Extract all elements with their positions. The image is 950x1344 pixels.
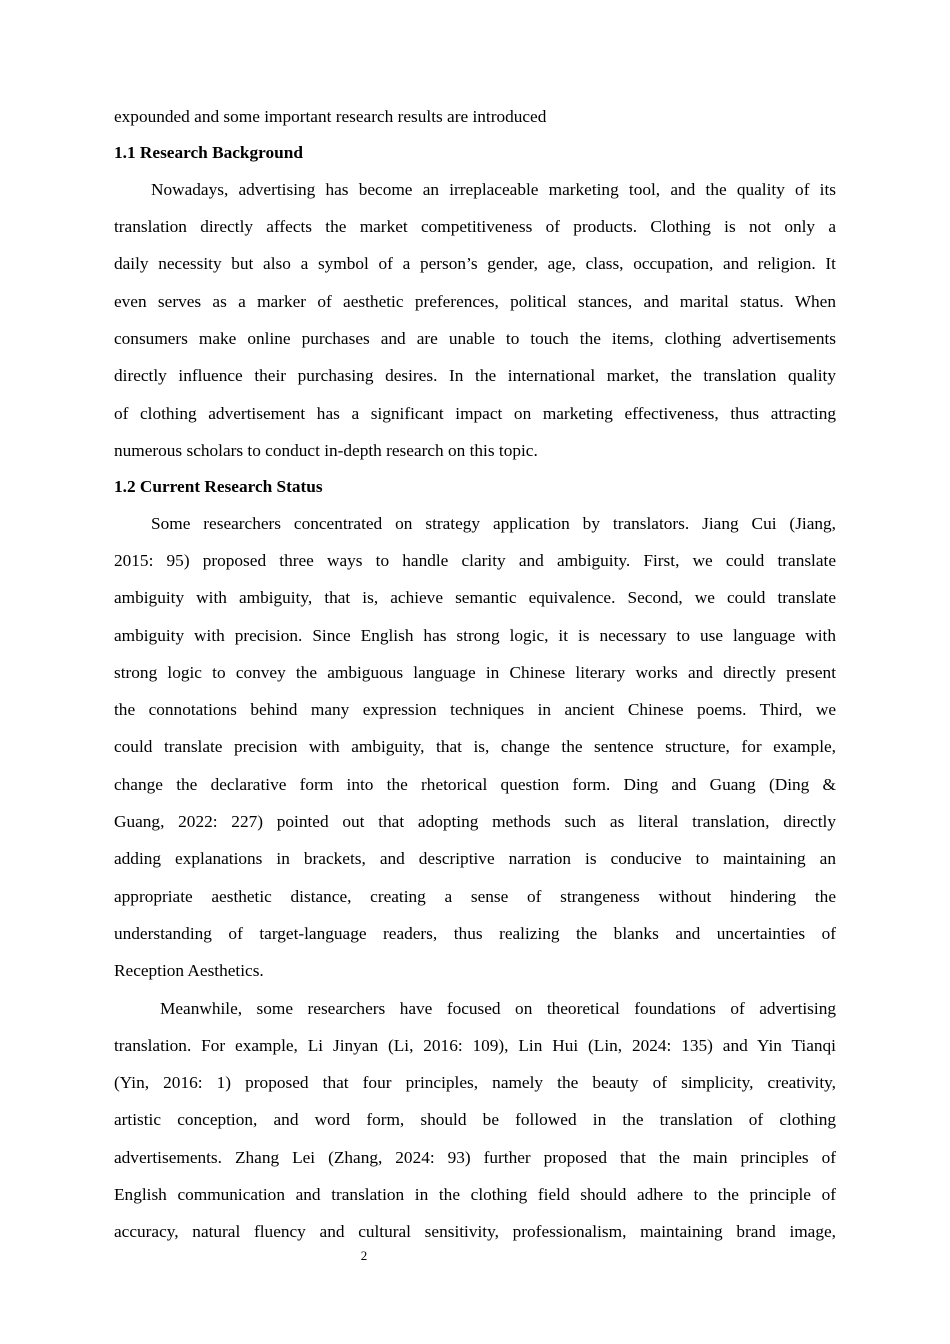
- section-heading-research-background: 1.1 Research Background: [114, 143, 303, 163]
- text-line: daily necessity but also a symbol of a person’s gender, age, class, occupation, and religion. It: [114, 254, 836, 274]
- text-line: ambiguity with precision. Since English has strong logic, it is necessary to use language with: [114, 625, 836, 645]
- text-line: the connotations behind many expression techniques in ancient Chinese poems. Third, we: [114, 700, 836, 720]
- text-line: English communication and translation in the clothing field should adhere to the principle of: [114, 1185, 836, 1205]
- text-line: appropriate aesthetic distance, creating a sense of strangeness without hindering the: [114, 886, 836, 906]
- page-body: [114, 98, 836, 1251]
- text-line: strong logic to convey the ambiguous language in Chinese literary works and directly present: [114, 662, 836, 682]
- text-line: Reception Aesthetics.: [114, 961, 264, 981]
- paragraph-theoretical-foundations: [114, 990, 836, 1251]
- text-line: Meanwhile, some researchers have focused on theoretical foundations of advertising: [160, 998, 836, 1018]
- text-line: could translate precision with ambiguity, that is, change the sentence structure, for example,: [114, 737, 836, 757]
- paragraph-strategy-application: [114, 505, 836, 990]
- text-line: (Yin, 2016: 1) proposed that four principles, namely the beauty of simplicity, creativity,: [114, 1073, 836, 1093]
- text-line: Guang, 2022: 227) pointed out that adopting methods such as literal translation, directly: [114, 812, 836, 832]
- paragraph-research-background: [114, 171, 836, 469]
- continued-text-line: expounded and some important research results are introduced: [114, 107, 547, 126]
- text-line: numerous scholars to conduct in-depth research on this topic.: [114, 440, 538, 460]
- text-line: understanding of target-language readers, thus realizing the blanks and uncertainties of: [114, 923, 836, 943]
- text-line: of clothing advertisement has a significant impact on marketing effectiveness, thus attracting: [114, 403, 836, 423]
- text-line: consumers make online purchases and are unable to touch the items, clothing advertisements: [114, 328, 836, 348]
- text-line: Some researchers concentrated on strategy application by translators. Jiang Cui (Jiang,: [151, 513, 836, 533]
- text-line: translation directly affects the market competitiveness of products. Clothing is not only a: [114, 217, 836, 237]
- text-line: accuracy, natural fluency and cultural sensitivity, professionalism, maintaining brand image,: [114, 1222, 836, 1242]
- text-line: ambiguity with ambiguity, that is, achieve semantic equivalence. Second, we could translate: [114, 588, 836, 608]
- text-line: change the declarative form into the rhetorical question form. Ding and Guang (Ding &: [114, 774, 836, 794]
- text-line: directly influence their purchasing desires. In the international market, the translation quality: [114, 366, 836, 386]
- text-line: Nowadays, advertising has become an irreplaceable marketing tool, and the quality of its: [151, 179, 836, 199]
- text-line: advertisements. Zhang Lei (Zhang, 2024: 93) further proposed that the main principles of: [114, 1147, 836, 1167]
- section-heading-current-research-status: 1.2 Current Research Status: [114, 477, 323, 497]
- text-line: even serves as a marker of aesthetic preferences, political stances, and marital status. When: [114, 291, 836, 311]
- text-line: translation. For example, Li Jinyan (Li, 2016: 109), Lin Hui (Lin, 2024: 135) and Yin Tianqi: [114, 1035, 836, 1055]
- text-line: artistic conception, and word form, should be followed in the translation of clothing: [114, 1110, 836, 1130]
- text-line: 2015: 95) proposed three ways to handle clarity and ambiguity. First, we could translate: [114, 550, 836, 570]
- page-number: 2: [360, 1248, 368, 1263]
- text-line: adding explanations in brackets, and descriptive narration is conducive to maintaining an: [114, 849, 836, 869]
